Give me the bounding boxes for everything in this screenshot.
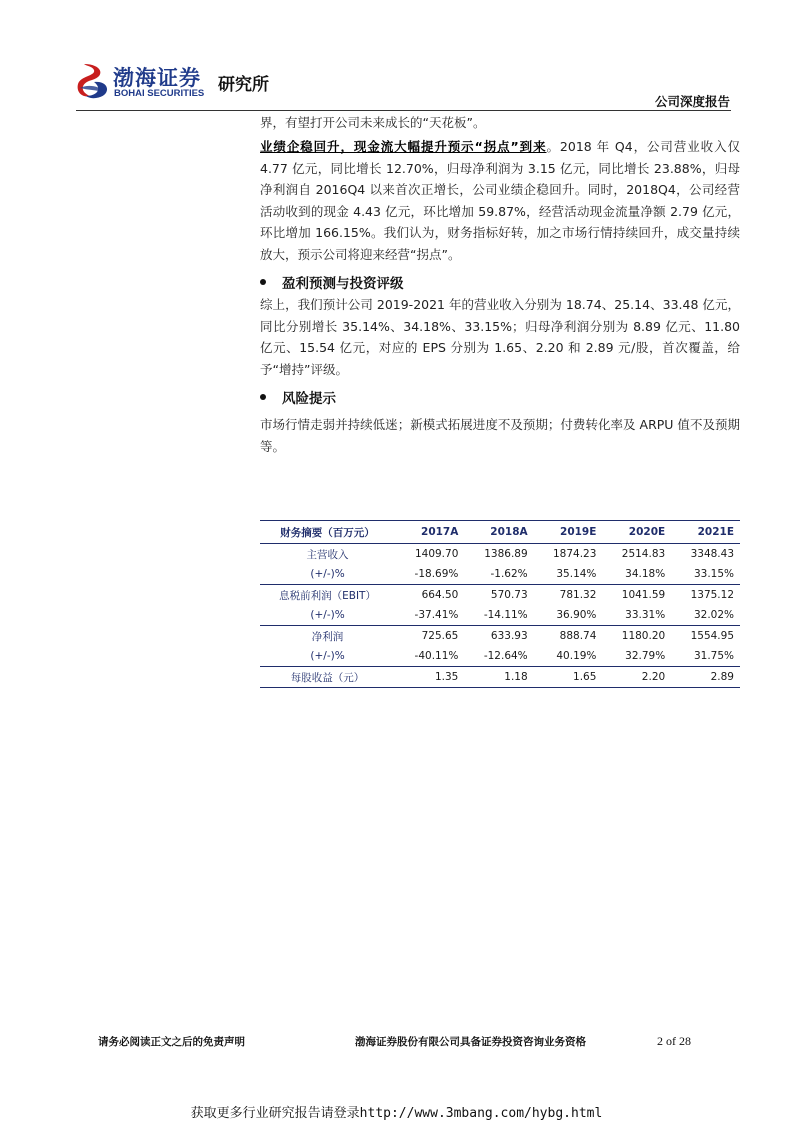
paragraph-performance-lead: 业绩企稳回升，现金流大幅提升预示“拐点”到来: [260, 139, 547, 154]
table-cell: 1041.59: [621, 589, 666, 601]
paragraph-performance: [260, 136, 740, 265]
header-divider: [76, 110, 731, 111]
table-cell: 31.75%: [671, 646, 740, 667]
logo-en-text: BOHAI SECURITIES: [114, 88, 205, 99]
table-header-cell: 2019E: [534, 521, 603, 544]
table-cell: 3348.43: [690, 548, 734, 560]
table-cell: 781.32: [559, 589, 597, 601]
table-cell: 1554.95: [690, 630, 734, 642]
table-header-cell: 财务摘要（百万元）: [260, 521, 395, 544]
paragraph-performance-text: 。2018 年 Q4，公司营业收入仅 4.77 亿元，同比增长 12.70%，归母净利润为 3.15 亿元，同比增长 23.88%，归母净利润自 2016Q4 以来首次正增长，公司业绩企稳回升。同时，2018Q4，公司经营活动收到的现金 4.43 亿元，环比增加 59.87%，经营活动现金流量净额 2.79 亿元，环比增加 166.15%。我们认为，财务指标好转，加之市场行情持续回升，成交量持续放大，预示公司将迎来经营“拐点”。: [260, 139, 740, 262]
table-cell: 33.31%: [602, 605, 671, 626]
table-cell: -37.41%: [395, 605, 464, 626]
table-row: [260, 564, 740, 585]
table-cell: 888.74: [559, 630, 597, 642]
table-cell: -18.69%: [395, 564, 464, 585]
bullet-icon: [260, 394, 266, 400]
table-cell: 每股收益（元）: [260, 667, 395, 688]
table-cell: 2.20: [602, 667, 671, 688]
research-dept-label: 研究所: [218, 75, 269, 95]
table-header-row: [260, 521, 740, 544]
table-cell: 633.93: [490, 630, 528, 642]
table-cell: 725.65: [421, 630, 459, 642]
table-cell: 息税前利润（EBIT）: [279, 589, 376, 602]
table-cell: 1409.70: [414, 548, 459, 560]
table-header-cell: 2017A: [395, 521, 464, 544]
table-cell: 35.14%: [534, 564, 603, 585]
table-cell: 32.02%: [671, 605, 740, 626]
table-cell: (+/-)%: [260, 564, 395, 585]
table-cell: 主营收入: [306, 548, 349, 561]
section-forecast-heading: [260, 272, 404, 292]
table-row: [260, 626, 740, 647]
report-type: 公司深度报告: [654, 94, 730, 109]
table-header-cell: 2020E: [602, 521, 671, 544]
table-row: [260, 667, 740, 688]
paragraph-ceiling: 界，有望打开公司未来成长的“天花板”。: [260, 115, 486, 130]
table-cell: 570.73: [490, 589, 528, 601]
table-cell: -12.64%: [464, 646, 533, 667]
financial-summary-table: [260, 520, 740, 688]
paragraph-forecast: 综上，我们预计公司 2019-2021 年的营业收入分别为 18.74、25.14、33.48 亿元，同比分别增长 35.14%、34.18%、33.15%；归母净利润分别为 8.89 亿元、11.80 亿元、15.54 亿元，对应的 EPS 分别为 1.65、2.20 和 2.89 元/股，首次覆盖，给予“增持”评级。: [260, 297, 740, 377]
table-cell: (+/-)%: [260, 646, 395, 667]
footer-disclaimer: 请务必阅读正文之后的免责声明: [98, 1036, 245, 1048]
table-header-cell: 2018A: [464, 521, 533, 544]
table-cell: 32.79%: [602, 646, 671, 667]
table-cell: 1.65: [534, 667, 603, 688]
table-cell: 2.89: [671, 667, 740, 688]
table-cell: 664.50: [421, 589, 459, 601]
section-forecast-title: 盈利预测与投资评级: [282, 276, 404, 292]
table-row: [260, 646, 740, 667]
table-cell: 净利润: [311, 630, 344, 643]
footer-qualification: 渤海证券股份有限公司具备证券投资咨询业务资格: [355, 1036, 586, 1048]
promo-link[interactable]: 获取更多行业研究报告请登录http://www.3mbang.com/hybg.html: [190, 1106, 603, 1121]
table-cell: -14.11%: [464, 605, 533, 626]
table-cell: -1.62%: [464, 564, 533, 585]
table-cell: 36.90%: [534, 605, 603, 626]
table-cell: (+/-)%: [260, 605, 395, 626]
section-risk-title: 风险提示: [282, 391, 336, 407]
table-cell: 1375.12: [690, 589, 734, 601]
table-cell: 1180.20: [621, 630, 666, 642]
table-row: [260, 585, 740, 606]
section-risk-heading: [260, 387, 336, 407]
table-cell: 1386.89: [484, 548, 528, 560]
table-cell: 1.35: [395, 667, 464, 688]
table-cell: 1.18: [464, 667, 533, 688]
table-header-cell: 2021E: [671, 521, 740, 544]
paragraph-risk: 市场行情走弱并持续低迷；新模式拓展进度不及预期；付费转化率及 ARPU 值不及预期等。: [260, 417, 740, 454]
bohai-logo-icon: [76, 62, 110, 100]
logo-cn-text: 渤海证券: [113, 65, 201, 90]
table-row: [260, 544, 740, 565]
table-cell: 40.19%: [534, 646, 603, 667]
page-number: 2 of 28: [657, 1034, 691, 1048]
table-cell: 1874.23: [553, 548, 597, 560]
bullet-icon: [260, 279, 266, 285]
table-row: [260, 605, 740, 626]
table-cell: 2514.83: [621, 548, 666, 560]
company-logo: [76, 62, 276, 102]
table-cell: -40.11%: [395, 646, 464, 667]
table-cell: 33.15%: [671, 564, 740, 585]
table-cell: 34.18%: [602, 564, 671, 585]
